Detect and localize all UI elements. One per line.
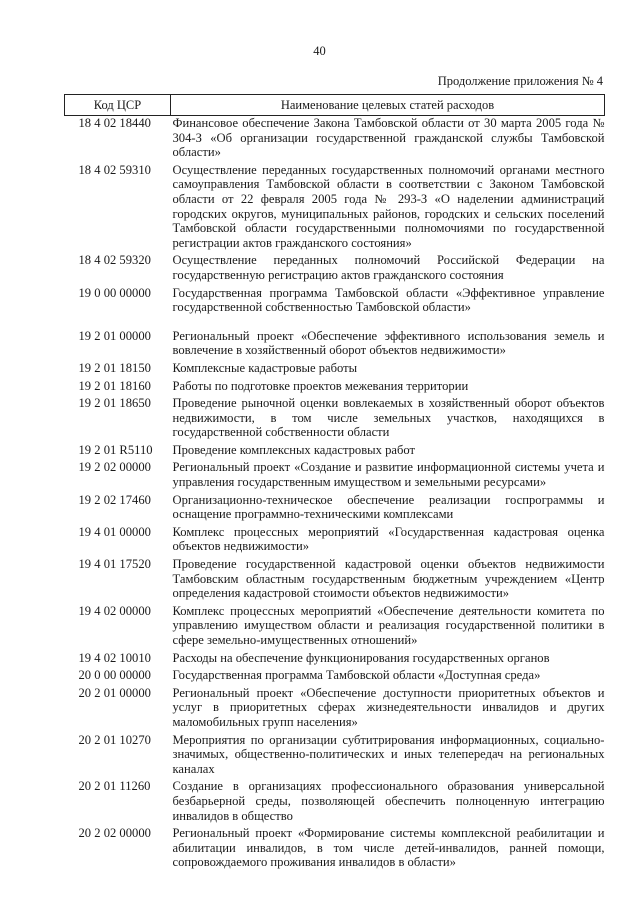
table-row bbox=[65, 779, 605, 826]
table-row bbox=[65, 604, 605, 651]
row-name: Работы по подготовке проектов межевания территории bbox=[172, 378, 469, 393]
table-row bbox=[65, 686, 605, 733]
row-name: Осуществление переданных государственных полномочий органами местного самоуправления Тамбовской области в соответствии с Законом Тамбовской области от 22 февраля 2005 года № 293-З «О наделении администраций городских округов, муниципальных районов, городских и сельских поселений Тамбовской области государственными полномочиями по государственной регистрации актов гражданского состояния» bbox=[172, 162, 605, 250]
row-code: 18 4 02 18440 bbox=[78, 116, 151, 130]
table-row bbox=[65, 286, 605, 329]
row-code: 19 2 02 17460 bbox=[78, 492, 151, 507]
table-row bbox=[65, 493, 605, 525]
row-name: Расходы на обеспечение функционирования государственных органов bbox=[172, 650, 550, 665]
row-code: 19 4 01 00000 bbox=[78, 524, 151, 539]
table-row bbox=[65, 361, 605, 379]
table-row bbox=[65, 163, 605, 254]
row-code: 19 2 01 18150 bbox=[78, 360, 151, 375]
row-code: 19 0 00 00000 bbox=[78, 285, 151, 300]
row-name: Мероприятия по организации субтитрирования информационных, социально-значимых, общественно-политических и иных телепередач на региональных каналах bbox=[172, 732, 605, 776]
table-row bbox=[65, 116, 605, 163]
row-name: Региональный проект «Формирование системы комплексной реабилитации и абилитации инвалидов, в том числе детей-инвалидов, ранней помощи, сопровождаемого проживания инвалидов в области» bbox=[172, 826, 605, 870]
table-row bbox=[65, 651, 605, 669]
row-code: 18 4 02 59310 bbox=[78, 162, 151, 177]
row-code: 20 0 00 00000 bbox=[78, 668, 151, 683]
row-code: 18 4 02 59320 bbox=[78, 253, 151, 268]
row-code: 20 2 01 11260 bbox=[78, 779, 151, 794]
row-name: Региональный проект «Обеспечение доступности приоритетных объектов и услуг в приоритетных сферах жизнедеятельности инвалидов и других маломобильных групп населения» bbox=[172, 685, 605, 729]
table-row bbox=[65, 733, 605, 780]
row-name: Комплекс процессных мероприятий «Обеспечение деятельности комитета по управлению имуществом области и реализация государственной политики в сфере земельно-имущественных отношений» bbox=[172, 603, 605, 647]
row-code: 19 2 01 18650 bbox=[78, 396, 151, 411]
row-name: Осуществление переданных полномочий Российской Федерации на государственную регистрацию актов гражданского состояния bbox=[172, 253, 605, 282]
row-name: Проведение рыночной оценки вовлекаемых в хозяйственный оборот объектов недвижимости, в том числе земельных участков, находящихся в государственной собственности области bbox=[172, 396, 605, 440]
table-row bbox=[65, 557, 605, 604]
row-code: 19 2 01 18160 bbox=[78, 378, 151, 393]
row-code: 19 2 02 00000 bbox=[78, 460, 151, 475]
table-body bbox=[65, 116, 605, 873]
row-name: Создание в организациях профессионального образования универсальной безбарьерной среды, позволяющей обеспечить полноценную интеграцию инвалидов в общество bbox=[172, 779, 605, 823]
row-code: 19 2 01 00000 bbox=[78, 328, 151, 343]
row-name: Финансовое обеспечение Закона Тамбовской области от 30 марта 2005 года № 304-З «Об организации государственной гражданской службы Тамбовской области» bbox=[172, 116, 605, 160]
target-items-table bbox=[64, 94, 605, 873]
table-row bbox=[65, 443, 605, 461]
table-row bbox=[65, 253, 605, 285]
table-header-row bbox=[65, 95, 605, 116]
row-name: Государственная программа Тамбовской области «Эффективное управление государственной собственностью Тамбовской области» bbox=[172, 285, 605, 315]
row-name: Региональный проект «Создание и развитие информационной системы учета и управления государственным имуществом и земельными ресурсами» bbox=[172, 460, 605, 490]
row-name: Проведение государственной кадастровой оценки объектов недвижимости Тамбовским областным государственным бюджетным учреждением «Центр определения кадастровой стоимости объектов недвижимости» bbox=[172, 557, 605, 601]
table-row bbox=[65, 379, 605, 397]
page-number: 40 bbox=[313, 44, 326, 58]
row-code: 19 4 02 00000 bbox=[78, 603, 151, 618]
row-code: 20 2 01 00000 bbox=[78, 685, 151, 700]
table-row bbox=[65, 396, 605, 443]
row-code: 19 4 02 10010 bbox=[78, 650, 151, 665]
row-code: 19 2 01 R5110 bbox=[78, 442, 153, 457]
table-row bbox=[65, 329, 605, 361]
table-row bbox=[65, 668, 605, 686]
table-row bbox=[65, 826, 605, 873]
header-name: Наименование целевых статей расходов bbox=[171, 95, 605, 116]
header-code: Код ЦСР bbox=[65, 95, 171, 116]
row-code: 20 2 02 00000 bbox=[78, 826, 151, 841]
row-name: Региональный проект «Обеспечение эффективного использования земель и вовлечение в хозяйственный оборот объектов недвижимости» bbox=[172, 328, 605, 358]
row-name: Проведение комплексных кадастровых работ bbox=[172, 442, 415, 457]
appendix-note: Продолжение приложения № 4 bbox=[437, 74, 603, 88]
row-name: Государственная программа Тамбовской области «Доступная среда» bbox=[172, 668, 541, 683]
row-code: 19 4 01 17520 bbox=[78, 557, 151, 572]
row-code: 20 2 01 10270 bbox=[78, 732, 151, 747]
table-row bbox=[65, 525, 605, 557]
row-name: Комплексные кадастровые работы bbox=[172, 360, 358, 375]
table-row bbox=[65, 460, 605, 492]
row-name: Комплекс процессных мероприятий «Государственная кадастровая оценка объектов недвижимости» bbox=[172, 524, 605, 554]
row-name: Организационно-техническое обеспечение реализации госпрограммы и оснащение программно-техническими комплексами bbox=[172, 492, 605, 522]
